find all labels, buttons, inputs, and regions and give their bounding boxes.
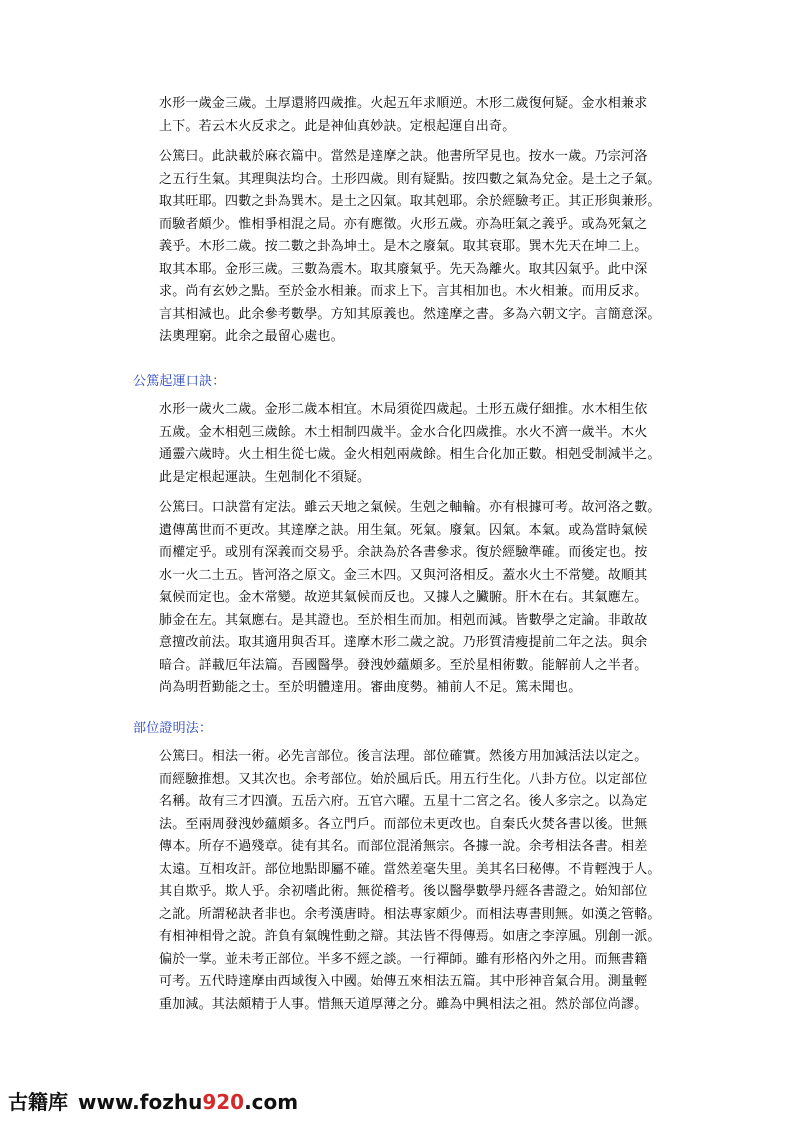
text-line: 義乎。木形二歲。按二數之卦為坤土。是木之廢氣。取其衰耶。巽木先天在坤二上。 xyxy=(159,239,648,254)
text-line: 肺金在左。其氣應右。是其證也。至於相生而加。相剋而減。皆數學之定論。非敢故 xyxy=(159,612,648,628)
site-url-suffix: .com xyxy=(244,1090,299,1114)
text-line: 水形一歲火二歲。金形二歲本相宜。木局須從四歲起。土形五歲仔細推。水木相生依 xyxy=(159,402,648,417)
text-line: 可考。五代時達摩由西域復入中國。始傳五來相法五篇。其中形神音氣合用。測量輕 xyxy=(159,974,648,989)
site-url[interactable] xyxy=(78,1090,298,1114)
text-line: 尚為明哲勤能之士。至於明體達用。審曲度勢。補前人不足。篤未聞也。 xyxy=(159,680,582,695)
text-line: 傳本。所存不過殘章。徒有其名。而部位混淆無宗。各據一說。余考相法各書。相差 xyxy=(159,839,648,854)
text-line: 名稱。故有三才四瀆。五岳六府。五官六曜。五星十二宮之名。後人多宗之。以為定 xyxy=(159,794,648,809)
paragraph-verse-1 xyxy=(159,93,669,138)
text-line: 上下。若云木火反求之。此是神仙真妙訣。定根起運自出奇。 xyxy=(159,118,516,134)
text-line: 公篤曰。口訣當有定法。雖云天地之氣候。生剋之軸輪。亦有根據可考。故河洛之數。 xyxy=(159,500,661,515)
text-line: 而經驗推想。又其次也。余考部位。始於風后氏。用五行生化。八卦方位。以定部位 xyxy=(159,771,648,787)
text-line: 之五行生氣。其理與法均合。土形四歲。則有疑點。按四數之氣為兌金。是土之子氣。 xyxy=(159,171,661,187)
text-line: 水形一歲金三歲。土厚還將四歲推。火起五年求順逆。木形二歲復何疑。金水相兼求 xyxy=(159,96,648,111)
text-line: 公篤曰。相法一術。必先言部位。後言法理。部位確實。然後方用加減活法以定之。 xyxy=(159,749,648,764)
text-line: 求。尚有玄妙之點。至於金水相兼。而求上下。言其相加也。木火相兼。而用反求。 xyxy=(159,284,648,299)
text-line: 言其相減也。此余參考數學。方知其原義也。然達摩之書。多為六朝文字。言簡意深。 xyxy=(159,306,661,322)
footer-watermark xyxy=(8,1086,298,1118)
paragraph-commentary-3 xyxy=(159,746,669,1016)
text-line: 太遠。互相攻訐。部位地點即屬不確。當然差毫失里。美其名曰秘傳。不肯輕洩于人。 xyxy=(159,861,661,877)
paragraph-commentary-2 xyxy=(159,497,669,700)
text-line: 意擅改前法。取其適用與否耳。達摩木形二歲之說。乃形質清瘦提前二年之法。與余 xyxy=(159,635,648,650)
text-line: 水一火二土五。皆河洛之原文。金三木四。又與河洛相反。蓋水火土不常變。故順其 xyxy=(159,567,648,583)
site-url-prefix: www.fozhu xyxy=(78,1090,203,1114)
text-line: 五歲。金木相剋三歲餘。木土相制四歲半。金水合化四歲推。水火不濟一歲半。木火 xyxy=(159,424,648,440)
text-line: 之訛。所謂秘訣者非也。余考漢唐時。相法專家頗少。而相法專書則無。如漢之管輅。 xyxy=(159,906,661,922)
paragraph-verse-2 xyxy=(159,399,669,489)
text-line: 法。至兩周發洩妙蘊頗多。各立門戶。而部位未更改也。自秦氏火焚各書以後。世無 xyxy=(159,816,648,832)
text-line: 遺傳萬世而不更改。其達摩之訣。用生氣。死氣。廢氣。囚氣。本氣。或為當時氣候 xyxy=(159,522,648,538)
text-line: 法奧理窮。此余之最留心處也。 xyxy=(159,329,344,344)
text-line: 取其旺耶。四數之卦為巽木。是土之囚氣。取其剋耶。余於經驗考正。其正形與兼形。 xyxy=(159,194,661,209)
text-line: 偏於一掌。並未考正部位。半多不經之談。一行禪師。雖有形格內外之用。而無書籍 xyxy=(159,951,648,967)
text-line: 而權定乎。或別有深義而交易乎。余訣為於各書參求。復於經驗準確。而後定也。按 xyxy=(159,545,648,560)
text-line: 有相神相骨之說。許負有氣魄性動之辯。其法皆不得傳焉。如唐之李淳風。別創一派。 xyxy=(159,929,661,944)
text-line: 通靈六歲時。火土相生從七歲。金火相剋兩歲餘。相生合化加正數。相剋受制減半之。 xyxy=(159,447,661,462)
text-line: 公篤曰。此訣載於麻衣篇中。當然是達摩之訣。他書所罕見也。按水一歲。乃宗河洛 xyxy=(159,149,648,164)
text-line: 取其本耶。金形三歲。三數為震木。取其廢氣乎。先天為離火。取其囚氣乎。此中深 xyxy=(159,261,648,277)
text-line: 而驗者頗少。惟相爭相混之局。亦有應徵。火形五歲。亦為旺氣之義乎。或為死氣之 xyxy=(159,216,648,232)
section-heading-buwei: 部位證明法： xyxy=(133,721,213,736)
site-url-number: 920 xyxy=(202,1090,245,1114)
section-heading-qiyun: 公篤起運口訣： xyxy=(133,374,226,389)
paragraph-commentary-1 xyxy=(159,146,669,349)
text-line: 重加減。其法頗精于人事。惜無天道厚薄之分。雖為中興相法之祖。然於部位尚謬。 xyxy=(159,996,648,1012)
text-line: 此是定根起運訣。生剋制化不須疑。 xyxy=(159,469,371,485)
site-name: 古籍库 xyxy=(8,1090,68,1114)
text-line: 氣候而定也。金木常變。故逆其氣候而反也。又據人之臟腑。肝木在右。其氣應左。 xyxy=(159,590,648,605)
text-line: 暗合。詳載厄年法篇。吾國醫學。發洩妙蘊頗多。至於星相術數。能解前人之半者。 xyxy=(159,657,648,673)
text-line: 其自欺乎。欺人乎。余初嗜此術。無從稽考。後以醫學數學丹經各書證之。始知部位 xyxy=(159,884,648,899)
